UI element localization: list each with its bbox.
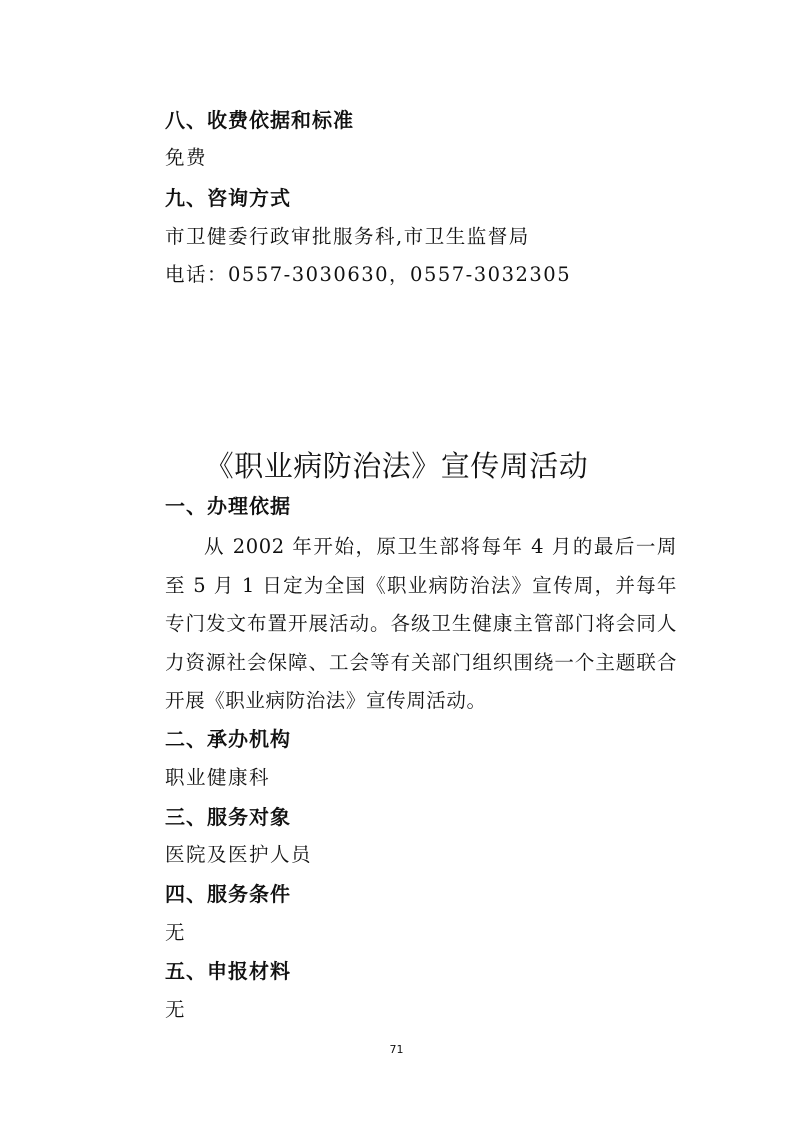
section-5-heading: 五、申报材料 — [165, 959, 291, 983]
organization-text: 职业健康科 — [165, 766, 271, 789]
contact-org-text: 市卫健委行政审批服务科,市卫生监督局 — [165, 225, 530, 248]
section-9-heading: 九、咨询方式 — [165, 186, 291, 210]
contact-phone-text: 电话：0557-3030630，0557-3032305 — [165, 263, 572, 286]
fee-text: 免费 — [165, 146, 208, 169]
document-title: 《职业病防治法》宣传周活动 — [204, 449, 589, 483]
conditions-text: 无 — [165, 921, 187, 944]
section-3-heading: 三、服务对象 — [165, 805, 291, 829]
section-1-heading: 一、办理依据 — [165, 494, 291, 518]
section-2-heading: 二、承办机构 — [165, 727, 291, 751]
section-4-heading: 四、服务条件 — [165, 882, 291, 906]
basis-paragraph: 从 2002 年开始，原卫生部将每年 4 月的最后一周至 5 月 1 日定为全国《职业病防治法》宣传周，并每年专门发文布置开展活动。各级卫生健康主管部门将会同人力资源社会保障、工会等有关部门组织围绕一个主题联合开展《职业病防治法》宣传周活动。 — [165, 535, 677, 712]
section-8-heading: 八、收费依据和标准 — [165, 108, 354, 132]
target-text: 医院及医护人员 — [165, 843, 313, 866]
materials-text: 无 — [165, 998, 187, 1021]
page-number: 71 — [389, 1043, 404, 1056]
